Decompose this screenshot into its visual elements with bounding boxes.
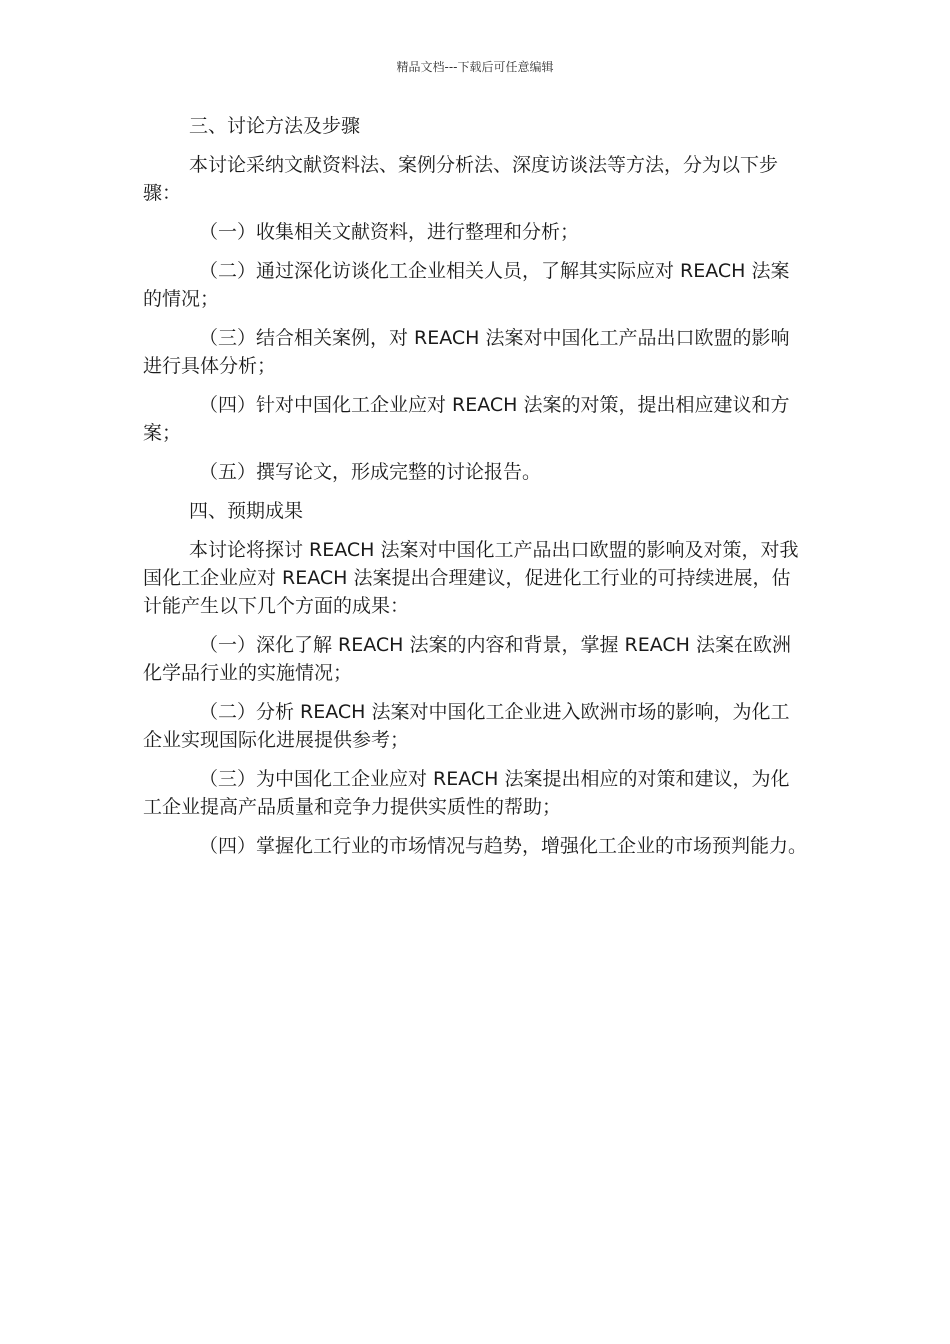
page-header: 精品文档---下载后可任意编辑 (396, 60, 554, 74)
document-body (143, 112, 808, 871)
results-item-2: （二）分析 REACH 法案对中国化工企业进入欧洲市场的影响，为化工企业实现国际化进展提供参考； (143, 701, 790, 751)
results-item-3: （三）为中国化工企业应对 REACH 法案提出相应的对策和建议，为化工企业提高产品质量和竞争力提供实质性的帮助； (143, 768, 790, 818)
methods-step-5: （五）撰写论文，形成完整的讨论报告。 (199, 461, 542, 483)
section-heading-methods: 三、讨论方法及步骤 (189, 115, 361, 137)
methods-intro-paragraph: 本讨论采纳文献资料法、案例分析法、深度访谈法等方法，分为以下步骤： (143, 154, 779, 204)
methods-step-4: （四）针对中国化工企业应对 REACH 法案的对策，提出相应建议和方案； (143, 394, 790, 444)
methods-step-3: （三）结合相关案例，对 REACH 法案对中国化工产品出口欧盟的影响进行具体分析； (143, 327, 790, 377)
results-item-4: （四）掌握化工行业的市场情况与趋势，增强化工企业的市场预判能力。 (199, 835, 808, 857)
results-intro-paragraph: 本讨论将探讨 REACH 法案对中国化工产品出口欧盟的影响及对策，对我国化工企业应对 REACH 法案提出合理建议，促进化工行业的可持续进展，估计能产生以下几个方面的成果： (143, 539, 799, 617)
section-heading-results: 四、预期成果 (189, 500, 304, 522)
results-item-1: （一）深化了解 REACH 法案的内容和背景，掌握 REACH 法案在欧洲化学品行业的实施情况； (143, 634, 792, 684)
methods-step-2: （二）通过深化访谈化工企业相关人员，了解其实际应对 REACH 法案的情况； (143, 260, 790, 310)
methods-step-1: （一）收集相关文献资料，进行整理和分析； (199, 221, 580, 243)
